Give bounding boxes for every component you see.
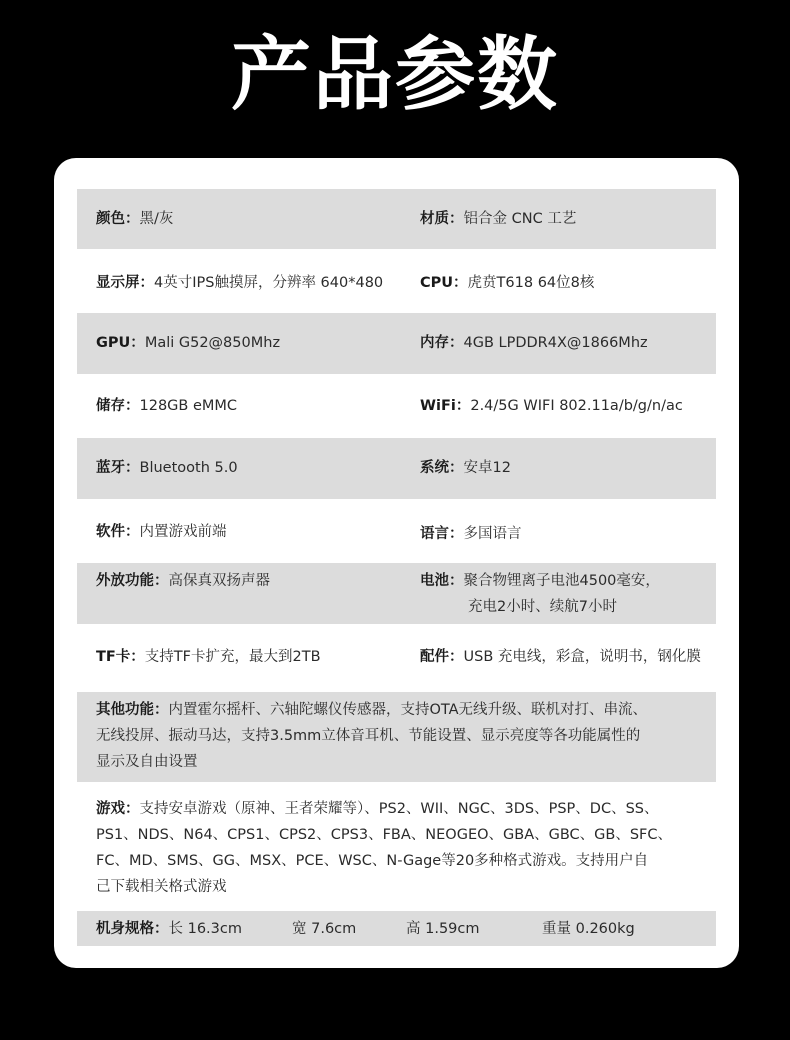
spec-cpu: [420, 270, 594, 296]
spec-memory: [420, 330, 648, 356]
spec-value: 聚合物锂离子电池4500毫安，: [463, 573, 660, 589]
spec-wifi: [420, 393, 683, 419]
spec-row: [77, 502, 716, 562]
spec-label: 外放功能：: [96, 573, 169, 589]
spec-value: 2.4/5G WIFI 802.11a/b/g/n/ac: [470, 398, 683, 414]
spec-storage: [96, 393, 237, 419]
spec-label: 蓝牙：: [96, 460, 140, 476]
spec-value: 己下载相关格式游戏: [96, 879, 227, 895]
spec-battery: [420, 568, 660, 620]
spec-label: TF卡：: [96, 649, 145, 665]
spec-value: 铝合金 CNC 工艺: [463, 211, 577, 227]
spec-card: [54, 158, 739, 968]
spec-screen: [96, 270, 383, 296]
spec-value: 内置霍尔摇杆、六轴陀螺仪传感器，支持OTA无线升级、联机对打、串流、: [168, 702, 648, 718]
spec-value: 支持TF卡扩充，最大到2TB: [144, 649, 321, 665]
spec-row: [77, 563, 716, 624]
spec-height: 高 1.59cm: [406, 920, 480, 937]
page-title: 产品参数: [231, 28, 559, 121]
spec-value: 长 16.3cm: [168, 920, 242, 937]
spec-label: 系统：: [420, 460, 464, 476]
spec-label: 机身规格：: [96, 920, 169, 937]
spec-label: 软件：: [96, 524, 140, 540]
spec-software: [96, 519, 227, 545]
spec-label: 语言：: [420, 526, 464, 542]
spec-value: 128GB eMMC: [139, 398, 238, 414]
spec-label: WiFi：: [420, 398, 471, 414]
spec-dimensions-label: [96, 916, 242, 942]
spec-bluetooth: [96, 455, 238, 481]
spec-value: 4英寸IPS触摸屏，分辨率 640*480: [154, 275, 384, 291]
spec-row: [77, 252, 716, 312]
spec-speaker: [96, 568, 270, 594]
spec-value: 黑/灰: [139, 211, 174, 227]
spec-system: [420, 455, 511, 481]
spec-value: PS1、NDS、N64、CPS1、CPS2、CPS3、FBA、NEOGEO、GBA、GBC、GB、SFC、: [96, 827, 673, 843]
spec-value: 高保真双扬声器: [168, 573, 270, 589]
spec-row: [77, 189, 716, 249]
spec-material: [420, 206, 576, 232]
spec-label: 游戏：: [96, 801, 140, 817]
spec-value: 安卓12: [463, 460, 511, 476]
spec-label: 储存：: [96, 398, 140, 414]
spec-value: 无线投屏、振动马达，支持3.5mm立体音耳机、节能设置、显示亮度等各功能属性的: [96, 728, 641, 744]
spec-row: [77, 313, 716, 374]
spec-accessories: [420, 644, 701, 670]
spec-gpu: [96, 330, 280, 356]
spec-value: USB 充电线，彩盒，说明书，钢化膜: [463, 649, 701, 665]
spec-label: 其他功能：: [96, 702, 169, 718]
spec-row: [77, 784, 716, 907]
spec-row: [77, 626, 716, 689]
spec-value: Bluetooth 5.0: [139, 460, 238, 476]
spec-label: 颜色：: [96, 211, 140, 227]
spec-row: [77, 692, 716, 782]
spec-row: [77, 438, 716, 499]
spec-value: 多国语言: [463, 526, 522, 542]
spec-color: [96, 206, 173, 232]
spec-weight: 重量 0.260kg: [542, 920, 635, 937]
spec-games: [96, 796, 698, 900]
spec-value: 充电2小时、续航7小时: [468, 599, 617, 615]
spec-label: 显示屏：: [96, 275, 154, 291]
spec-label: 内存：: [420, 335, 464, 351]
spec-label: GPU：: [96, 335, 145, 351]
spec-value: 显示及自由设置: [96, 754, 198, 770]
spec-value: FC、MD、SMS、GG、MSX、PCE、WSC、N-Gage等20多种格式游戏。支持用户自: [96, 853, 649, 869]
spec-label: 配件：: [420, 649, 464, 665]
spec-width: 宽 7.6cm: [292, 920, 357, 937]
spec-value: 内置游戏前端: [139, 524, 227, 540]
spec-row: [77, 376, 716, 436]
spec-value: Mali G52@850Mhz: [144, 335, 281, 351]
spec-other: [96, 697, 698, 775]
spec-label: CPU：: [420, 275, 468, 291]
spec-tf-card: [96, 644, 321, 670]
spec-language: [420, 521, 522, 547]
spec-value: 4GB LPDDR4X@1866Mhz: [463, 335, 648, 351]
spec-value: 虎贲T618 64位8核: [467, 275, 595, 291]
spec-value: 支持安卓游戏（原神、王者荣耀等）、PS2、WII、NGC、3DS、PSP、DC、SS、: [139, 801, 659, 817]
spec-label: 材质：: [420, 211, 464, 227]
spec-label: 电池：: [420, 573, 464, 589]
spec-row: [77, 911, 716, 946]
